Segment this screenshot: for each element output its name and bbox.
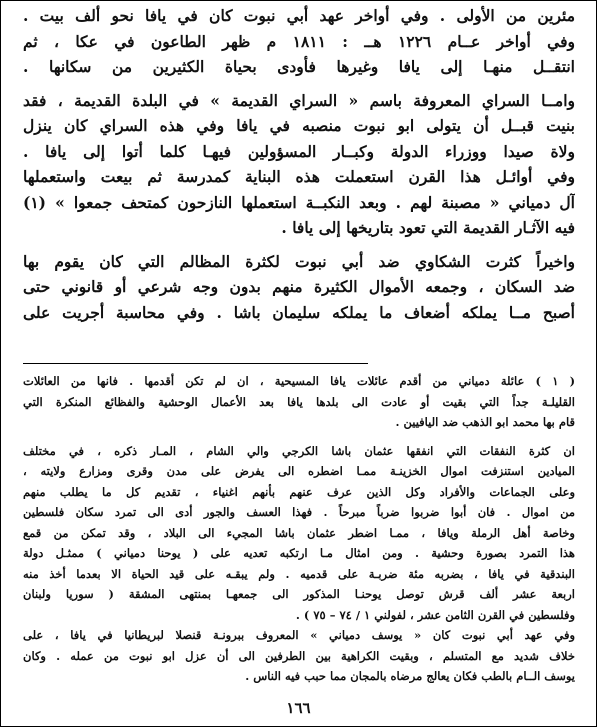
footnote-line: قام بها محمد ابو الذهب ضد اليافيين .: [395, 415, 575, 429]
footnote-line: البندقية في يافا ، بضربه مئة ضربـة على قدميه . ولم يبقـه على قيد الحياة الا بعدما أخذ منه: [23, 566, 575, 581]
main-line: بنيت قبــل أن يتولى ابو نبوت منصبه في يافا وفي هذه السراي كان ينزل: [23, 116, 575, 135]
page-number: ١٦٦: [286, 699, 311, 717]
main-line: أصبح مــا يملكه أضعاف ما يملكه سليمان باشا . وفي محاسبة أجريت على: [23, 302, 575, 322]
main-line: واخيراً كثرت الشكاوي ضد أبي نبوت لكثرة المظالم التي كان يقوم بها: [23, 251, 575, 271]
main-line: فيه الآثـار القديمة التي تعود بتاريخها إلى يافا .: [281, 218, 575, 237]
main-line: ضد السكان ، وجمعه الأموال الكثيرة منهم بدون وجه شرعي أو قانوني حتى: [23, 277, 575, 296]
main-line: آل دمياني « مصبنة لهم . وبعد النكبــة استعملها النازحون كمتحف جمعوا » (١): [23, 192, 575, 212]
main-line: مئرين من الأولى . وفي أواخر عهد أبي نبوت كان في يافا نحو ألف بيت .: [23, 6, 575, 25]
main-line: ولاة صيدا ووزراء الدولة وكبــار المسؤولين فيهـا كلما أتوا إلى يافا .: [23, 141, 575, 161]
main-text: [23, 3, 575, 325]
footnote-line: الميادين استنزفت اموال الخزينـة ممـا اضطره الى يفرض على مدن وقرى ومزارع ولايته ،: [23, 464, 575, 478]
footnote-line: اربعة عشر ألف قرش توصل يوحنـا المذكور الى جمعهـا بمنتهى المشقة ( سوريا ولبنان: [23, 587, 575, 601]
footnote-line: هذا التمرد بصورة وحشية . ومن امثال مـا ارتكبه تعديه على ( يوحنا دمياني ) ممثـل دولة: [23, 546, 575, 560]
footnote-line: وخاصة أهل الرملة ويافا ، ممـا اضطر عثمان باشا المجيء الى البلاد ، وقد تمكن من قمع: [23, 525, 575, 540]
footnote-line: يوسف الــام بالطب فكان يعالج مرضاه بالمجان مما حبب فيه الناس .: [245, 669, 575, 683]
main-line: وامــا السراي المعروفة باسم « السراي القديمة » في البلدة القديمة ، فقد: [23, 90, 575, 110]
footnote-divider: [23, 363, 368, 364]
main-line: وفي أواخر عــام ١٢٢٦ هــ : ١٨١١ م ظهر الطاعون في عكا ، ثم: [23, 31, 575, 51]
footnote-line: خلاف شديد مع المتسلم ، وبقيت الكراهية بين الطرفين الى أن عزل ابو نبوت من عمله . وكان: [23, 648, 575, 663]
main-line: وفي أوائـل هذا القرن استعملت هذه البناية كمدرسة ثم بيعت واستعملها: [23, 167, 575, 186]
footnote-line: من اموال . فان أبوا ضربوا ضرباً مبرحاً . فهذا العسف والجور أدى الى تمرد سكان فلسطين: [23, 505, 575, 519]
footnote-line: القليلـة جداً التي بقيت أو عادت الى بلدها يافا بعد الأعمال الوحشية والفظائع المنكرة التي: [23, 394, 575, 409]
main-line: انتقــل منهـا إلى يافا وغيرها فأودى بحياة الكثيرين من سكانها .: [23, 57, 575, 76]
footnote-line: ان كثرة النفقات التي انفقها عثمان باشا الكرجي والي الشام ، المـار ذكره ، في مختلف: [23, 443, 575, 458]
footnote-line: وعلى الجماعات والأفراد وكل الذين عرف عنهم بأنهم اغنياء ، تقديم كل ما يطلب منهم: [23, 484, 575, 499]
footnotes: [23, 371, 575, 687]
footnote-line: وفلسطين في القرن الثامن عشر ، لفولني ١ / ٧٤ – ٧٥ ) .: [295, 607, 575, 622]
footnote-line: ( ١ ) عائلة دمياني من أقدم عائلات يافا المسيحية ، ان لم تكن أقدمها . فانها من العائلات: [23, 374, 575, 388]
footnote-line: وفي عهد أبي نبوت كان « يوسف دمياني » المعروف ببرونـة قنصلا لبريطانيا في يافا ، على: [23, 628, 575, 642]
